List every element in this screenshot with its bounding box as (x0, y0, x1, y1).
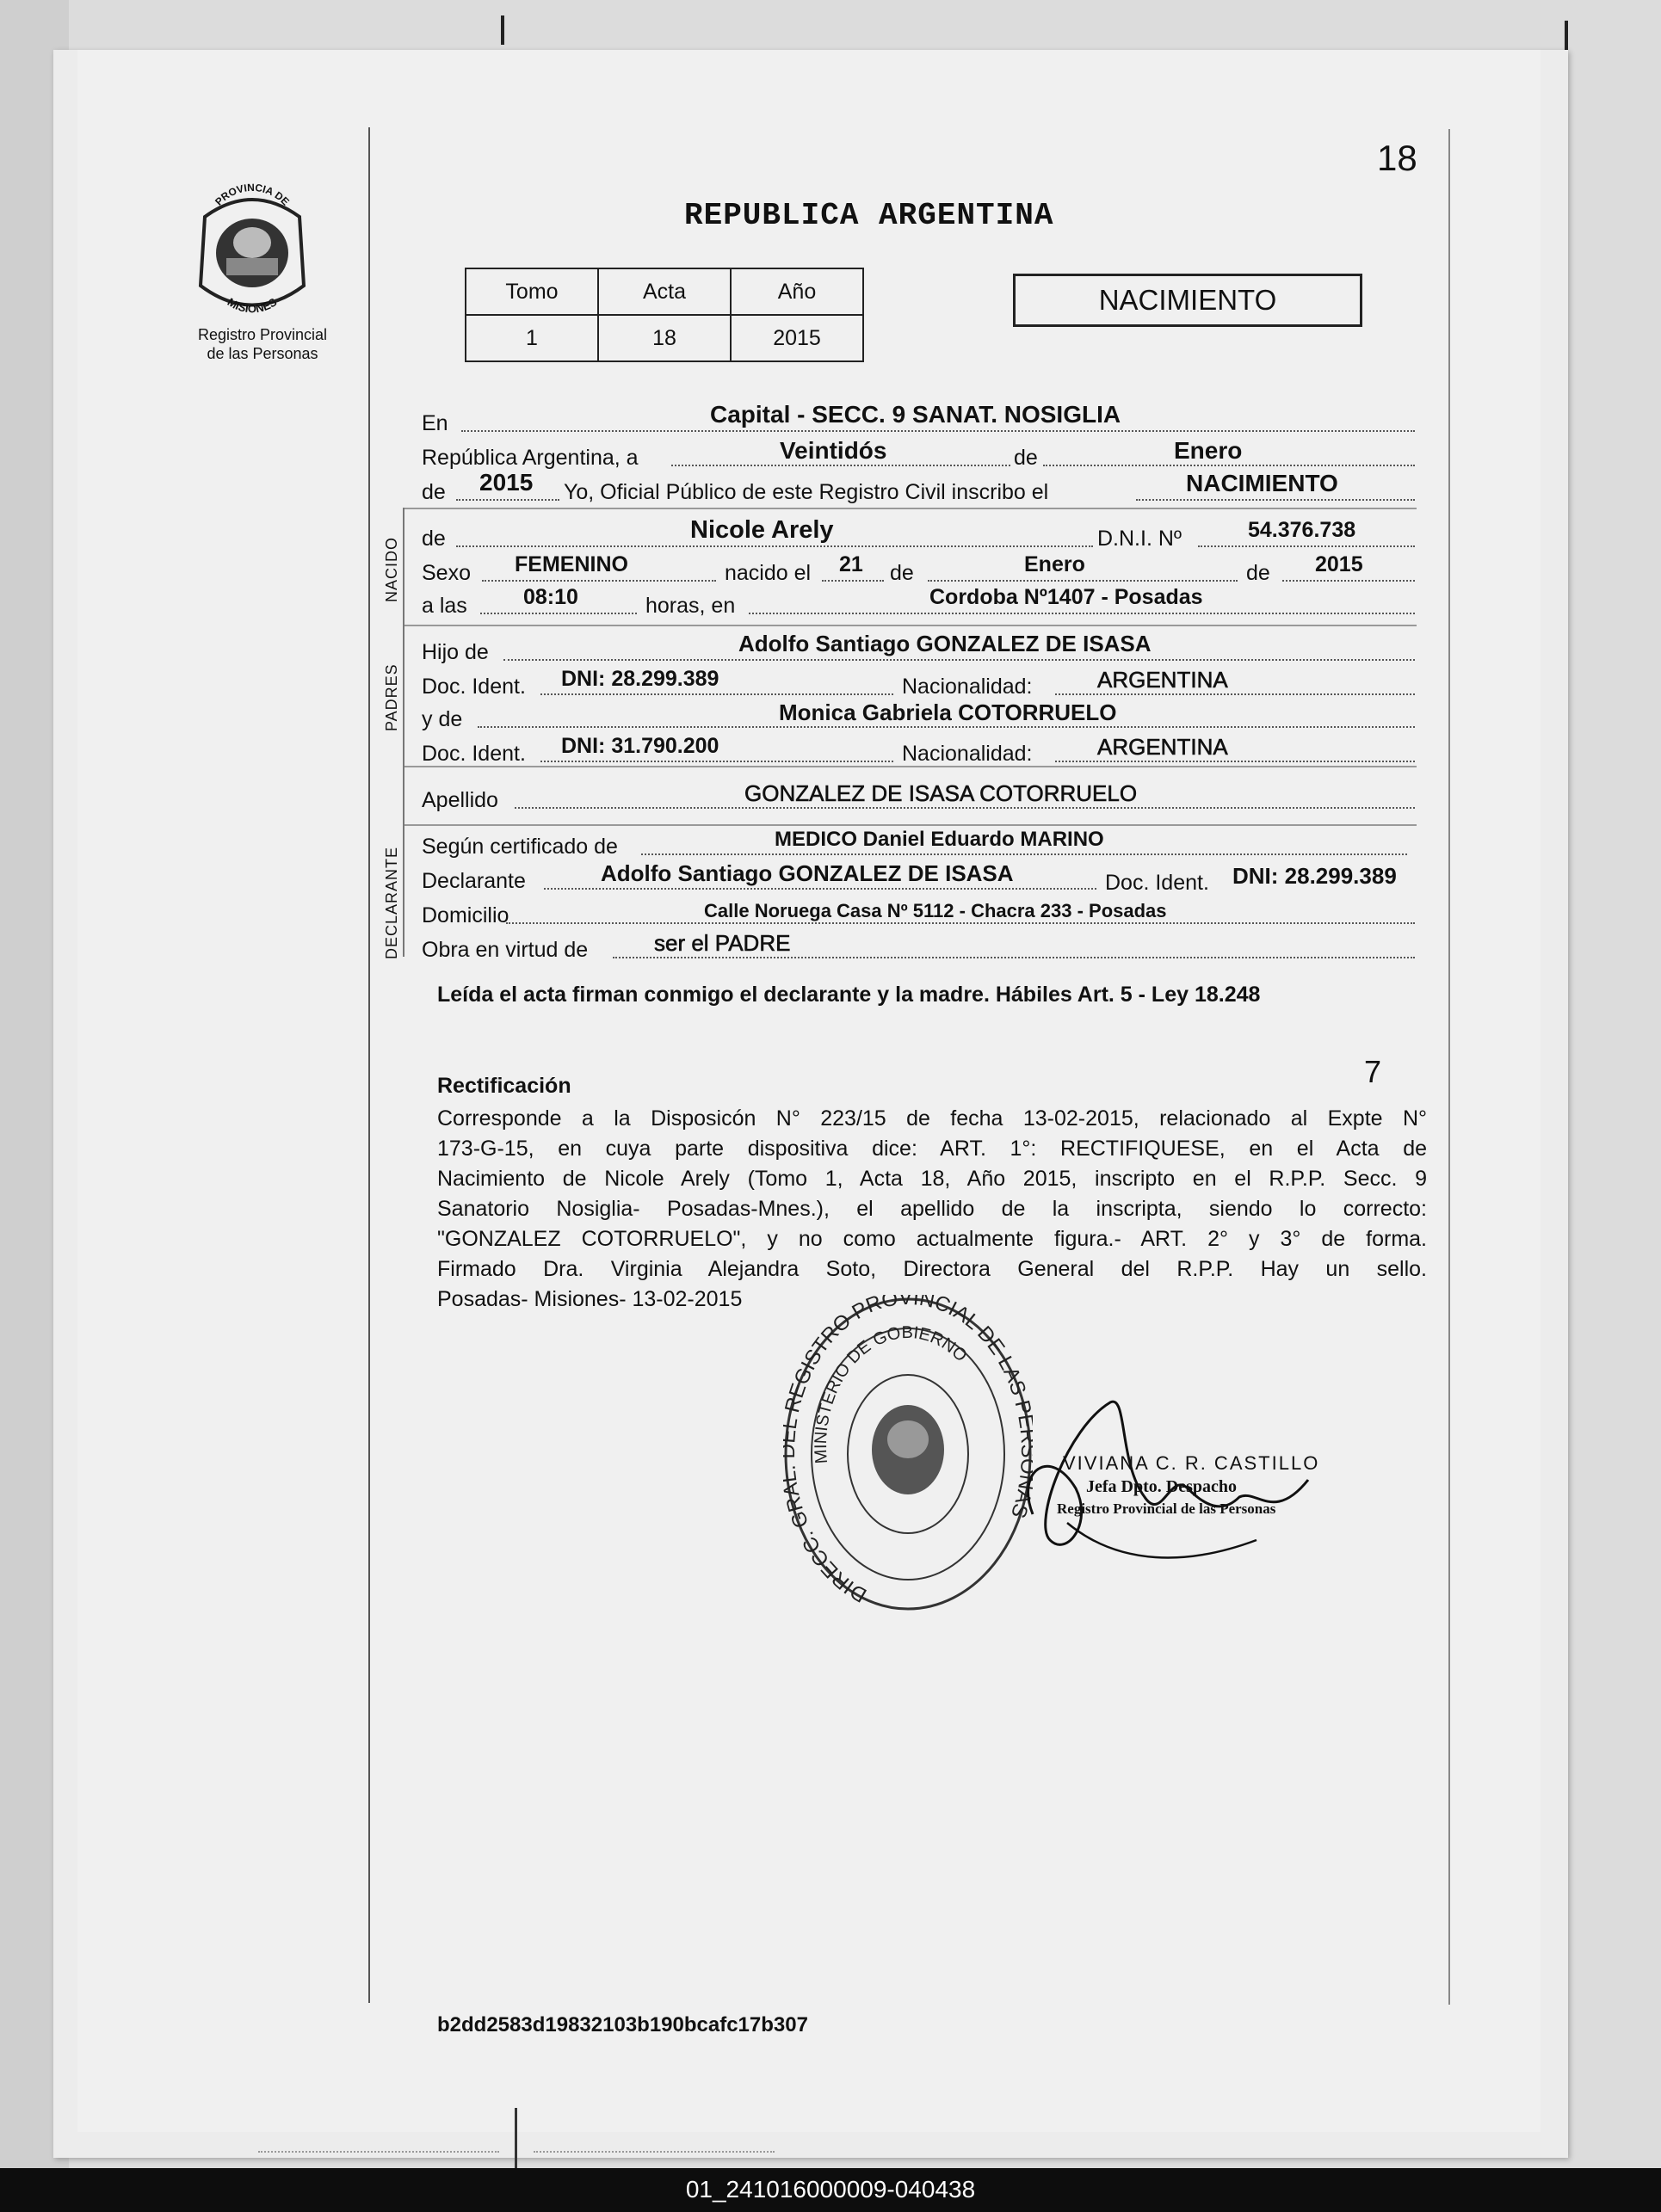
section-divider (404, 508, 1417, 509)
dotted-line (534, 2151, 775, 2153)
rectificacion-line: Posadas- Misiones- 13-02-2015 (437, 1287, 743, 1311)
field-dni: 54.376.738 (1248, 518, 1356, 542)
field-domicilio: Calle Noruega Casa Nº 5112 - Chacra 233 - Posadas (704, 900, 1167, 921)
section-divider (404, 824, 1417, 826)
signer-role: Jefa Dpto. Despacho (1086, 1477, 1237, 1496)
signer-name: VIVIANA C. R. CASTILLO (1063, 1452, 1320, 1474)
label-nacionalidad: Nacionalidad: (902, 675, 1033, 699)
label-apellido: Apellido (422, 788, 498, 812)
label-obra-en-virtud: Obra en virtud de (422, 938, 589, 962)
rectificacion-line: Sanatorio Nosiglia- Posadas-Mnes.), el apellido de la inscripta, siendo lo correcto: (437, 1197, 1427, 1221)
acta-header: Acta (598, 268, 731, 315)
field-declarante: Adolfo Santiago GONZALEZ DE ISASA (601, 860, 1014, 886)
tomo-header: Tomo (466, 268, 598, 315)
left-margin-line (368, 127, 370, 2003)
document-title: REPUBLICA ARGENTINA (684, 198, 1054, 233)
dotted-line (515, 807, 1415, 809)
tomo-value: 1 (466, 315, 598, 361)
svg-text:DIRECC. GRAL. DEL REGISTRO PRO: DIRECC. GR REGISTRO PROVINCIAL DE LAS S (783, 1295, 1033, 1607)
section-bracket (403, 508, 404, 957)
record-table (465, 268, 864, 362)
dotted-line (544, 888, 1096, 890)
field-lugar: Capital - SECC. 9 SANAT. NOSIGLIA (710, 401, 1121, 428)
dotted-line (928, 580, 1238, 582)
label-doc-ident: Doc. Ident. (1105, 871, 1209, 895)
document-hash: b2dd2583d19832103b190bcafc17b307 (437, 2013, 808, 2036)
dotted-line (613, 957, 1415, 958)
registry-name: Registro Provincial de las Personas (197, 326, 328, 362)
label-horas-en: horas, en (645, 594, 736, 618)
field-lugar-nac: Cordoba Nº1407 - Posadas (929, 585, 1203, 609)
field-sexo: FEMENINO (515, 552, 628, 576)
label-sexo: Sexo (422, 561, 471, 585)
field-certificado: MEDICO Daniel Eduardo MARINO (775, 828, 1104, 851)
record-type-box: NACIMIENTO (1013, 274, 1362, 327)
right-margin-line (1448, 129, 1450, 2005)
rectificacion-line: Nacimiento de Nicole Arely (Tomo 1, Acta 18, Año 2015, inscripto en el R.P.P. Secc. 9 (437, 1167, 1427, 1191)
svg-text:MINISTERIO DE GOBIERNO: MINISTERIO DE GOBIERNO (811, 1322, 971, 1465)
rectificacion-text (437, 1104, 1427, 1315)
anio-value: 2015 (731, 315, 863, 361)
field-madre-doc: DNI: 31.790.200 (561, 734, 719, 758)
binding-mark (501, 15, 504, 45)
footer-caption: 01_241016000009-040438 (685, 2176, 976, 2203)
field-padre-nac: ARGENTINA (1097, 667, 1228, 693)
anio-header: Año (731, 268, 863, 315)
signer-org: Registro Provincial de las Personas (1057, 1500, 1276, 1517)
dotted-line (506, 922, 1415, 924)
section-divider (404, 625, 1417, 626)
dotted-line (1043, 465, 1415, 466)
dotted-line (456, 545, 1093, 547)
label-de: de (890, 561, 914, 585)
field-acto: NACIMIENTO (1186, 470, 1338, 496)
label-nacionalidad: Nacionalidad: (902, 742, 1033, 766)
label-dni: D.N.I. Nº (1097, 527, 1182, 551)
label-hijo-de: Hijo de (422, 640, 489, 664)
label-segun-certificado: Según certificado de (422, 835, 618, 859)
section-label-declarante: DECLARANTE (383, 846, 400, 959)
field-mes: Enero (1174, 437, 1243, 464)
field-apellido: GONZALEZ DE ISASA COTORRUELO (744, 780, 1138, 806)
field-padre-doc: DNI: 28.299.389 (561, 667, 719, 691)
label-y-de: y de (422, 707, 463, 731)
svg-text:MISIONES: MISIONES (225, 295, 280, 316)
dotted-line (258, 2151, 499, 2153)
dotted-line (1055, 693, 1415, 695)
dotted-line (749, 613, 1415, 614)
label-nacido-el: nacido el (725, 561, 812, 585)
dotted-line (1136, 499, 1415, 501)
field-dia-letras: Veintidós (780, 437, 887, 464)
label-doc-ident: Doc. Ident. (422, 675, 526, 699)
rectificacion-line: Firmado Dra. Virginia Alejandra Soto, Directora General del R.P.P. Hay un sello. (437, 1257, 1427, 1281)
dotted-line (1198, 545, 1415, 547)
dotted-line (1055, 761, 1415, 762)
dotted-line (503, 659, 1415, 661)
label-de: de (1246, 561, 1270, 585)
acta-value: 18 (598, 315, 731, 361)
field-madre-nac: ARGENTINA (1097, 734, 1228, 760)
field-declarante-doc: DNI: 28.299.389 (1232, 863, 1397, 889)
rectificacion-number: 7 (1364, 1054, 1382, 1089)
rectificacion-line: Corresponde a la Disposicón N° 223/15 de fecha 13-02-2015, relacionado al Expte N° (437, 1106, 1427, 1131)
dotted-line (480, 613, 637, 614)
province-seal (188, 182, 317, 320)
dotted-line (641, 853, 1407, 855)
dotted-line (456, 499, 559, 501)
rectificacion-line: "GONZALEZ COTORRUELO", y no como actualmente figura.- ART. 2° y 3° de forma. (437, 1227, 1427, 1251)
bottom-binding-line (515, 2108, 517, 2168)
label-republica: República Argentina, a (422, 446, 639, 470)
dotted-line (822, 580, 884, 582)
dotted-line (461, 430, 1415, 432)
label-de: de (1014, 446, 1038, 470)
label-yo-oficial: Yo, Oficial Público de este Registro Civil inscribo el (564, 480, 1049, 504)
closing-statement: Leída el acta firman conmigo el declarante y la madre. Hábiles Art. 5 - Ley 18.248 (437, 983, 1261, 1007)
field-hora: 08:10 (523, 585, 578, 609)
label-a-las: a las (422, 594, 467, 618)
label-declarante: Declarante (422, 869, 526, 893)
dotted-line (1282, 580, 1415, 582)
label-de: de (422, 480, 446, 504)
field-padre: Adolfo Santiago GONZALEZ DE ISASA (738, 631, 1152, 656)
official-stamp (783, 1295, 1033, 1613)
rectificacion-title: Rectificación (437, 1074, 571, 1098)
label-domicilio: Domicilio (422, 903, 509, 927)
label-doc-ident: Doc. Ident. (422, 742, 526, 766)
field-mes-nac: Enero (1024, 552, 1085, 576)
dotted-line (540, 761, 893, 762)
label-de: de (422, 527, 446, 551)
label-en: En (422, 411, 448, 435)
field-anio-nac: 2015 (1315, 552, 1363, 576)
field-anio: 2015 (479, 469, 534, 496)
field-nombre: Nicole Arely (690, 516, 834, 544)
field-dia-nac: 21 (839, 552, 863, 576)
section-label-nacido: NACIDO (383, 536, 400, 602)
dotted-line (540, 693, 893, 695)
field-madre: Monica Gabriela COTORRUELO (779, 699, 1117, 725)
dotted-line (478, 726, 1415, 728)
dotted-line (671, 465, 1010, 466)
field-obra-en-virtud: ser el PADRE (654, 930, 791, 956)
page-number: 18 (1377, 138, 1417, 178)
section-label-padres: PADRES (383, 663, 400, 731)
rectificacion-line: 173-G-15, en cuya parte dispositiva dice: ART. 1°: RECTIFIQUESE, en el Acta de (437, 1137, 1427, 1161)
svg-text:PROVINCIA DE: PROVINCIA DE (213, 182, 292, 208)
dotted-line (482, 580, 716, 582)
